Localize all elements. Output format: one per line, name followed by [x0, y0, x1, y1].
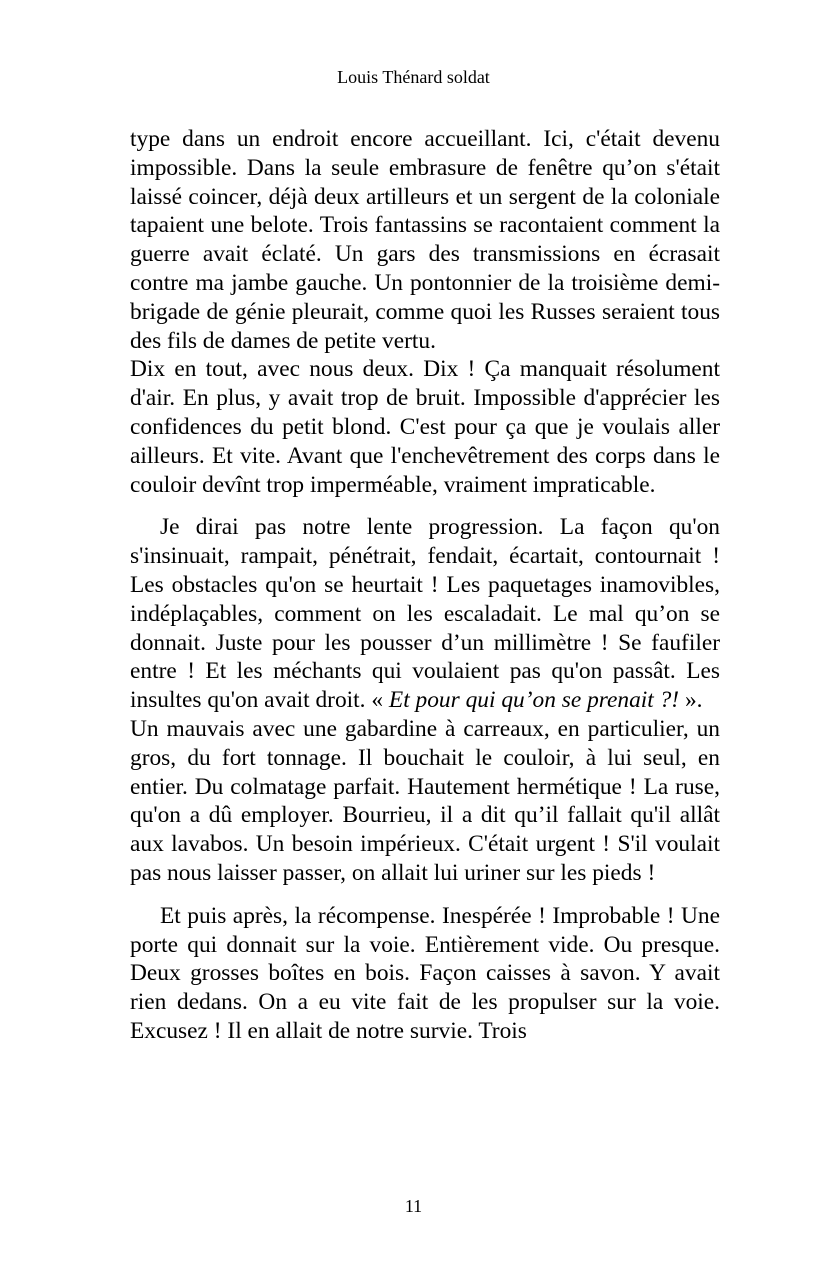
quote-italic: Et pour qui qu’on se prenait ?!	[388, 687, 680, 714]
paragraph-1: type dans un endroit encore accueillant. Ici, c'était devenu impossible. Dans la seule embrasure de fenêtre qu’on s'était laissé coincer, déjà deux artilleurs et un sergent de la coloniale tapaient une belote. Trois fantassins se racontaient comment la guerre avait éclaté. Un gars des transmissions en écrasait contre ma jambe gauche. Un pontonnier de la troisième demi-brigade de génie pleurait, comme quoi les Russes seraient tous des fils de dames de petite vertu.	[130, 126, 720, 354]
paragraph-2: Dix en tout, avec nous deux. Dix ! Ça manquait résolument d'air. En plus, y avait trop de bruit. Impossible d'apprécier les confidences du petit blond. C'est pour ça que je voulais aller ailleurs. Et vite. Avant que l'enchevêtrement des corps dans le couloir devînt trop imperméable, vraiment impraticable.	[130, 356, 720, 498]
paragraph-5: Et puis après, la récompense. Inespérée ! Improbable ! Une porte qui donnait sur la voie. Entièrement vide. Ou presque. Deux grosses boîtes en bois. Façon caisses à savon. Y avait rien dedans. On a eu vite fait de les propulser sur la voie. Excusez ! Il en allait de notre survie. Trois	[130, 902, 720, 1044]
body-text	[130, 125, 720, 1046]
quote-close: ».	[679, 687, 703, 714]
paragraph-3	[130, 513, 720, 715]
page-number: 11	[404, 1196, 423, 1216]
running-header: Louis Thénard soldat	[337, 67, 490, 87]
paragraph-3-text: Je dirai pas notre lente progression. La façon qu'on s'insinuait, rampait, pénétrait, fendait, écartait, contournait ! Les obstacles qu'on se heurtait ! Les paquetages inamovibles, indéplaçables, comment on les escaladait. Le mal qu’on se donnait. Juste pour les pousser d’un millimètre ! Se faufiler entre ! Et les méchants qui voulaient pas qu'on passât. Les insultes qu'on avait droit.	[130, 514, 720, 714]
quote-open: «	[371, 687, 389, 714]
paragraph-4: Un mauvais avec une gabardine à carreaux, en particulier, un gros, du fort tonnage. Il bouchait le couloir, à lui seul, en entier. Du colmatage parfait. Hautement hermétique ! La ruse, qu'on a dû employer. Bourrieu, il a dit qu’il fallait qu'il allât aux lavabos. Un besoin impérieux. C'était urgent ! S'il voulait pas nous laisser passer, on allait lui uriner sur les pieds !	[130, 715, 720, 886]
